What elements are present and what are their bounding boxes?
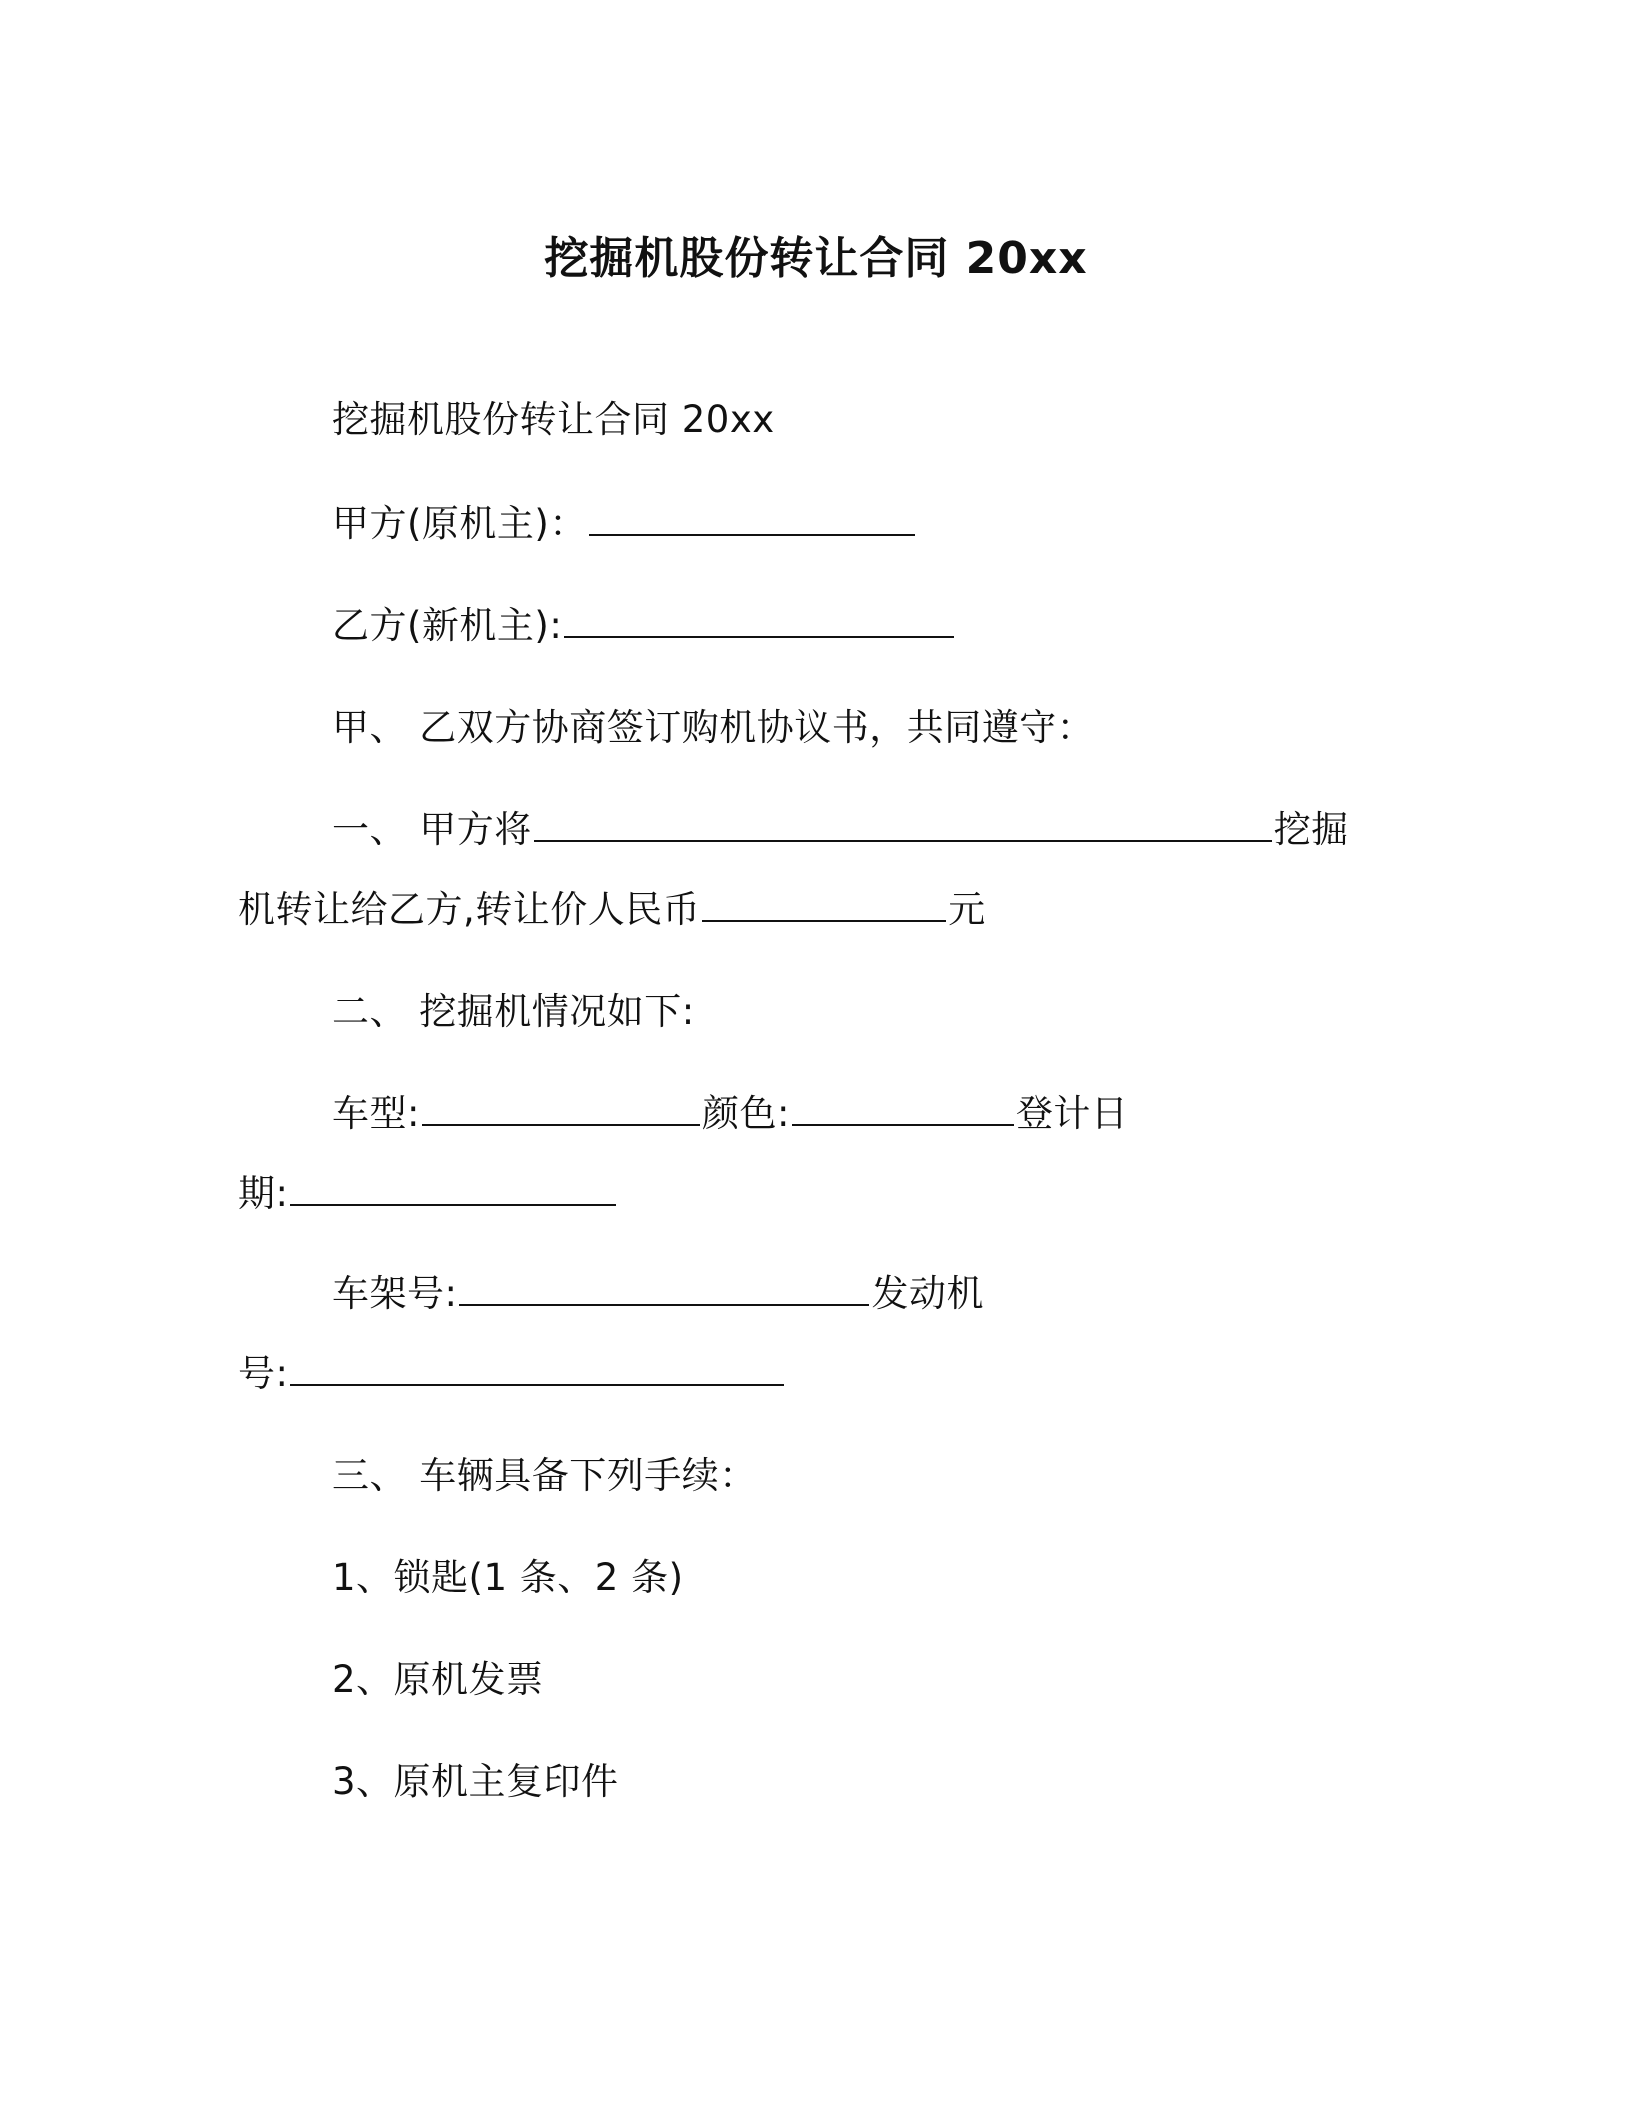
clause3: 三、 车辆具备下列手续： (332, 1454, 757, 1497)
engine-number-blank[interactable] (290, 1354, 784, 1386)
party-a-label: 甲方(原机主)： (332, 502, 587, 545)
reg-date-label-b: 期: (238, 1172, 289, 1215)
clause1-part-a: 一、 甲方将 (332, 808, 532, 851)
color-label: 颜色: (701, 1092, 790, 1135)
clause1-part-c: 机转让给乙方,转让价人民币 (238, 888, 701, 931)
engine-label-a: 发动机 (871, 1272, 984, 1315)
frame-label: 车架号: (332, 1272, 458, 1315)
reg-date-blank[interactable] (290, 1174, 616, 1206)
preamble: 甲、 乙双方协商签订购机协议书，共同遵守： (332, 706, 1095, 749)
clause1-line1 (332, 808, 1349, 852)
party-b-blank[interactable] (564, 606, 954, 638)
frame-number-blank[interactable] (459, 1274, 869, 1306)
party-b-line (332, 604, 956, 648)
party-a-blank[interactable] (589, 504, 915, 536)
clause1-part-d: 元 (948, 888, 986, 931)
machine-description-blank[interactable] (534, 810, 1272, 842)
document-subtitle: 挖掘机股份转让合同 20xx (332, 398, 775, 441)
clause2: 二、 挖掘机情况如下: (332, 990, 695, 1033)
clause1-line2 (238, 888, 986, 932)
party-b-label: 乙方(新机主): (332, 604, 563, 647)
list-item: 1、锁匙(1 条、2 条) (332, 1556, 684, 1599)
party-a-line (332, 502, 917, 546)
vehicle-info-line4 (238, 1352, 786, 1396)
document-title: 挖掘机股份转让合同 20xx (544, 233, 1088, 284)
vehicle-info-line1 (332, 1092, 1128, 1136)
reg-date-label-a: 登计日 (1015, 1092, 1129, 1135)
list-item: 3、原机主复印件 (332, 1760, 619, 1803)
model-label: 车型: (332, 1092, 420, 1135)
vehicle-info-line2 (238, 1172, 618, 1216)
engine-label-b: 号: (238, 1352, 289, 1395)
list-item: 2、原机发票 (332, 1658, 544, 1701)
vehicle-info-line3 (332, 1272, 984, 1316)
model-blank[interactable] (422, 1094, 700, 1126)
color-blank[interactable] (792, 1094, 1014, 1126)
clause1-part-b: 挖掘 (1273, 808, 1349, 851)
price-blank[interactable] (702, 890, 946, 922)
